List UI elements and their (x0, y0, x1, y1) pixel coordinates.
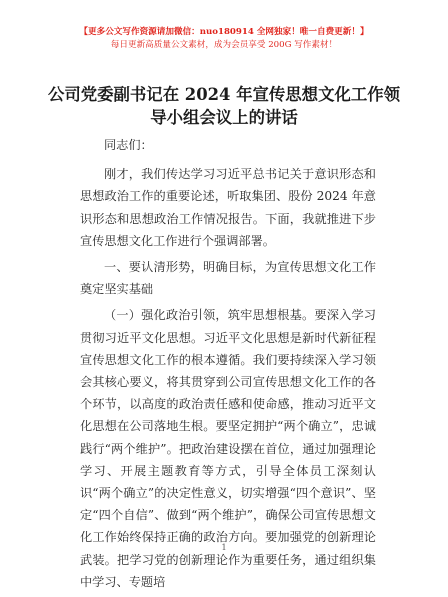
page-number: 1 (221, 543, 227, 552)
section-heading-1: 一、要认清形势，明确目标，为宣传思想文化工作奠定坚实基础 (80, 260, 376, 297)
paragraph-intro: 刚才，我们传达学习习近平总书记关于意识形态和思想政治工作的重要论述，听取集团、股份 2024 年意识形态和思想政治工作情况报告。下面，我就推进下步宣传思想文化工作进行个强调部署。 (80, 167, 376, 248)
banner-line-1: 【更多公文写作资源请加微信：nuo180914 全网独家！唯一自费更新！】 (79, 27, 369, 37)
banner-line-2: 每日更新高质量公文素材，成为会员享受 200G 写作素材！ (110, 40, 338, 50)
document-title: 公司党委副书记在 2024 年宣传思想文化工作领导小组会议上的讲话 (47, 85, 401, 127)
header-banner (0, 26, 448, 52)
paragraph-subsection-1: （一）强化政治引领，筑牢思想根基。要深入学习贯彻习近平文化思想。习近平文化思想是新时代新征程宣传思想文化工作的根本遵循。我们要持续深入学习领会其核心要义，将其贯穿到公司宣传思想文化工作的各个环节，以高度的政治责任感和使命感，推动习近平文化思想在公司落地生根。要坚定拥护“两个确立”，忠诚践行“两个维护”。把政治建设摆在首位，通过加强理论学习、开展主题教育等方式，引导全体员工深刻认识“两个确立”的决定性意义，切实增强“四个意识”、坚定“四个自信”、做到“两个维护”，确保公司宣传思想文化工作始终保持正确的政治方向。要加强党的创新理论武装。把学习党的创新理论作为重要任务，通过组织集中学习、专题培 (80, 308, 376, 589)
document-body (80, 134, 376, 597)
salutation: 同志们： (104, 138, 153, 152)
